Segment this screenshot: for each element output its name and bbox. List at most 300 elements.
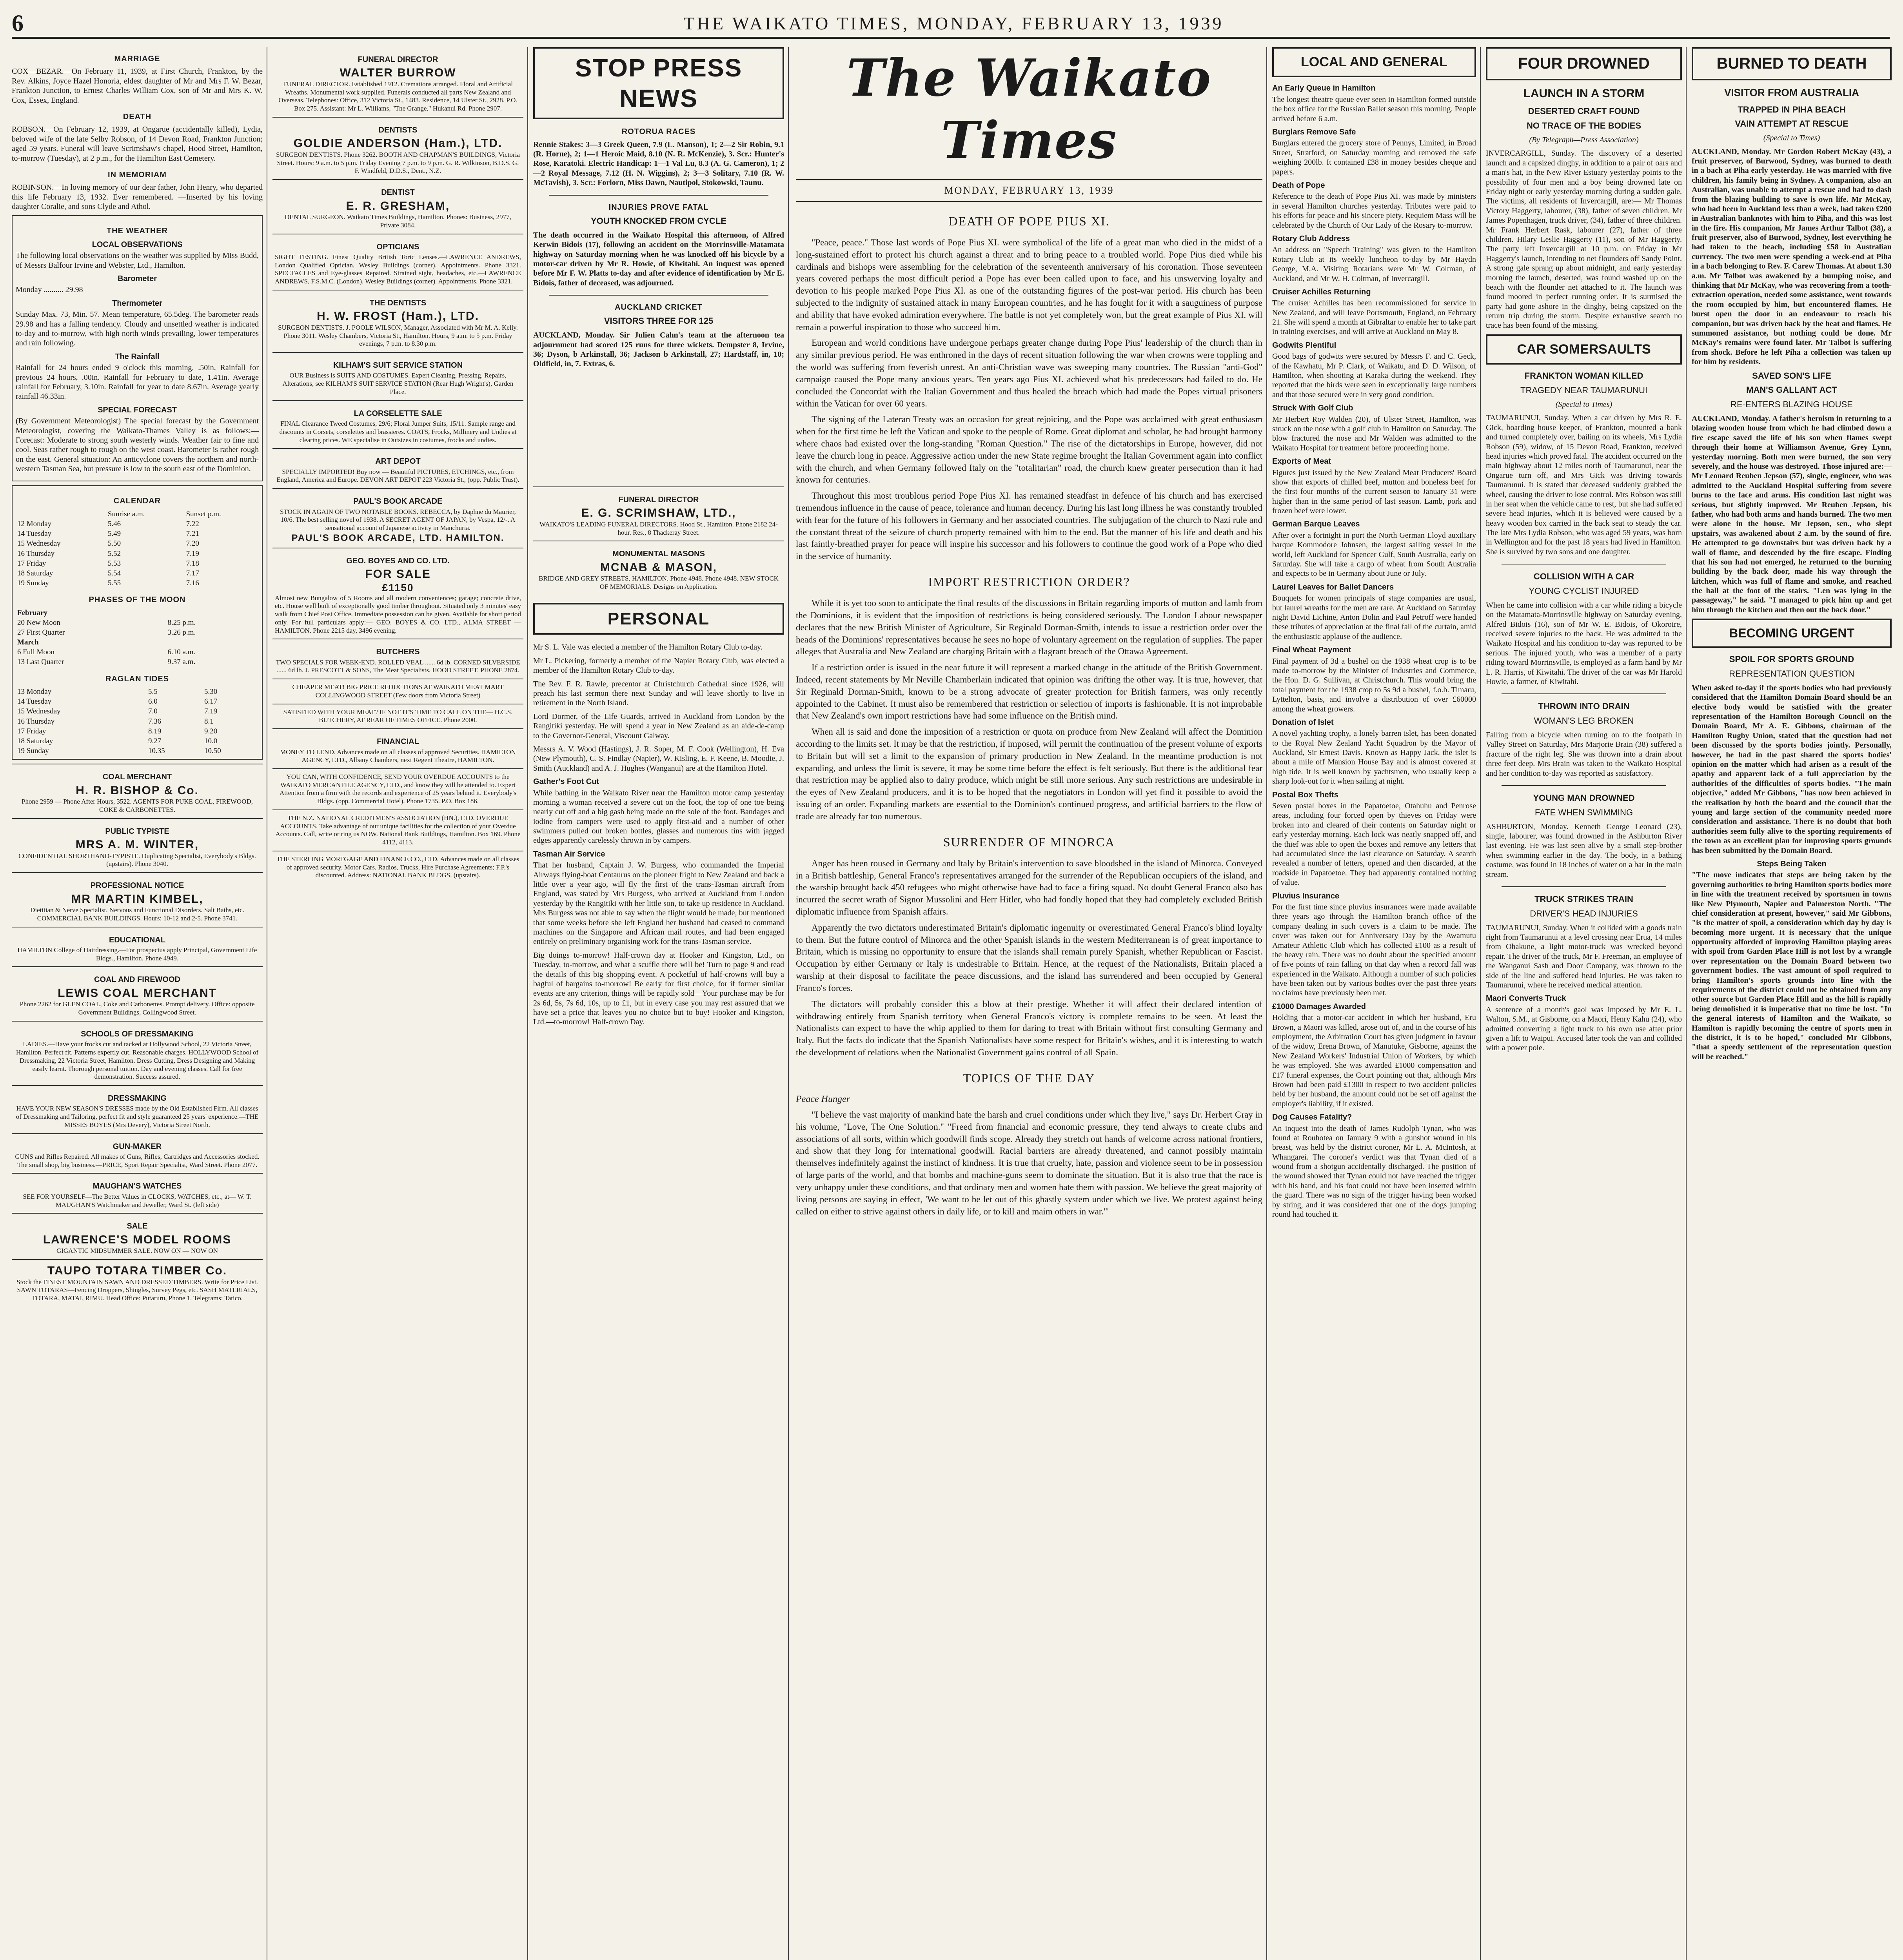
table-cell: 18 Saturday: [17, 569, 53, 577]
item-heading: Postal Box Thefts: [1272, 790, 1338, 799]
coal-merchant-heading: COAL MERCHANT: [102, 773, 172, 782]
table-row: [16, 628, 259, 637]
steps-sub: Steps Being Taken: [1757, 859, 1827, 868]
table-cell: March: [17, 638, 39, 647]
stop-press-heading: STOP PRESS NEWS: [533, 47, 784, 119]
rep-sub: REPRESENTATION QUESTION: [1729, 669, 1854, 679]
scrimshaw-name: E. G. SCRIMSHAW, LTD.,: [581, 506, 736, 520]
gunmaker-heading: GUN-MAKER: [113, 1142, 162, 1151]
coal-firewood-name: LEWIS COAL MERCHANT: [58, 986, 217, 1000]
table-cell: 7.0: [148, 707, 158, 716]
table-row: [16, 618, 259, 628]
table-cell: 7.21: [186, 530, 199, 538]
table-row: [16, 736, 259, 746]
column-rule: [788, 47, 789, 1960]
gunmaker-ad: [12, 1133, 263, 1173]
table-cell: 7.16: [186, 579, 199, 588]
nz-national-ad: [272, 809, 523, 851]
pauls-text: STOCK IN AGAIN OF TWO NOTABLE BOOKS. REBECCA, by Daphne du Maurier, 10/6. The best selling novel of 1938. A SECRET AGENT OF JAPAN, by Vespa, 12/-. A sensational account of Japanese activity in Manchuria.: [280, 508, 516, 532]
minorca-heading: SURRENDER OF MINORCA: [943, 835, 1115, 849]
fd2-heading: FUNERAL DIRECTOR: [618, 495, 699, 504]
column-7: [1692, 47, 1892, 1960]
import-para: While it is yet too soon to anticipate the final results of the discussions in Britain regarding imports of mutton and lamb from the Dominions, it is evident that the imposition of restrictions is being considered seriously. The London Labour newspaper declares that the new British Minister of Agriculture, Sir Reginald Dorman-Smith, intends to issue a restriction order over the heads of the Dominions' representatives because he sees no hope of voluntary agreement on the regulation of supplies. The paper alleges that Australia and New Zealand are charging Britain with a flagrant breach of the Ottawa Agreement.: [796, 598, 1262, 657]
butchers-ad: [272, 639, 523, 679]
item-text: For the first time since pluvius insurances were made available three years ago through the Hamilton branch office of the company dealing in such covers is a claim to be made. The cover was taken out for Anniversary Day by the Awamutu Amateur Athletic Club which has collected £100 as a result of the heavy rain. There was no doubt about the specified amount of five points of rain falling on that day when a record fall was experienced in the Waikato. Although a number of such policies have been taken out by various bodies over the past three years no claims have previously been met.: [1272, 902, 1476, 998]
cyclist-sub: YOUNG CYCLIST INJURED: [1529, 586, 1639, 596]
column-6: [1486, 47, 1682, 1960]
typiste-ad: [12, 818, 263, 872]
rainfall-text: Rainfall for 24 hours ended 9 o'clock this morning, .50in. Rainfall for previous 24 hours, .00in. Rainfall for February to date, 1.41in. Average rainfall for February, 3.10in. Rainfall for year to date 8.67in. Average yearly rainfall 46.33in.: [16, 363, 259, 401]
minorca-para: Apparently the two dictators underestimated Britain's diplomatic ingenuity or overestimated General Franco's blind loyalty to them. But the future control of Minorca and the other Spanish islands in the western Mediterranean is of great importance to Britain, which is missing no opportunity to ensure that the islands shall remain purely Spanish, whether Republican or Fascist. Occupation by either Germany or Italy is undesirable to Britain. Hence, at the request of the Nationalists, Britain placed a warship at their disposal to facilitate the peace discussions, and the island has surrendered and been occupied by General Franco's forces.: [796, 922, 1262, 993]
sale-heading: SALE: [127, 1222, 148, 1231]
sterling-ad: [272, 851, 523, 884]
local-general-heading: LOCAL AND GENERAL: [1272, 47, 1476, 77]
kilham-ad: [272, 352, 523, 400]
item-text: Mr Herbert Roy Walden (20), of Ulster Street, Hamilton, was struck on the nose with a golf club in Hamilton on Saturday. The blow fractured the nose and Mr Walden was admitted to the Waikato Hospital for treatment before proceeding home.: [1272, 415, 1476, 452]
item-text: After over a fortnight in port the North German Lloyd auxiliary barque Kommodore Johnsen, the largest sailing vessel in the world, left Auckland for Spencer Gulf, South Australia, early on Saturday. She will take a cargo of wheat from South Australia and expects to be in Germany about June or July.: [1272, 531, 1476, 578]
cricket-text: AUCKLAND, Monday. Sir Julien Cahn's team at the afternoon tea adjournment had scored 125 runs for three wickets. Dempster 8, Irvine, 36; Dyson, b Arkinstall, 36; Jackson b Arkinstall, 27; Hardstaff, in, 10; Oldfield, in, 7. Extras, 6.: [533, 331, 784, 368]
item-text: Final payment of 3d a bushel on the 1938 wheat crop is to be made to-morrow by the Minister of Industries and Commerce, the Hon. D. G. Sullivan, at Christchurch. This would bring the total payment for the 1938 crop to 5s 9d a bushel, f.o.b. Timaru, Lyttelton, basis, and involve a distribution of over £60000 among the wheat growers.: [1272, 657, 1476, 713]
item-heading: Burglars Remove Safe: [1272, 128, 1356, 137]
injuries-sub: YOUTH KNOCKED FROM CYCLE: [591, 216, 726, 226]
gunmaker-text: GUNS and Rifles Repaired. All makes of Guns, Rifles, Cartridges and Accessories stocked. The small shop, big business.—PRICE, Sport Repair Specialist, Ward Street. Phone 2077.: [15, 1152, 260, 1169]
table-row: [16, 559, 259, 568]
pope-heading: DEATH OF POPE PIUS XI.: [948, 214, 1110, 228]
boyes-title: FOR SALE: [365, 568, 431, 581]
weather-heading: THE WEATHER: [106, 227, 168, 236]
table-row: [16, 697, 259, 706]
typiste-heading: PUBLIC TYPISTE: [105, 827, 169, 836]
car-heading: CAR SOMERSAULTS: [1486, 334, 1682, 365]
sale-name: LAWRENCE'S MODEL ROOMS: [43, 1233, 232, 1246]
butchers-text: TWO SPECIALS FOR WEEK-END. ROLLED VEAL ...... 6d lb. CORNED SILVERSIDE ...... 6d lb. J. PRESCOTT & SONS, The Meat Specialists, HOOD STREET. PHONE 2874.: [276, 658, 520, 674]
forecast-heading: SPECIAL FORECAST: [98, 405, 177, 414]
special-times: (Special to Times): [1763, 134, 1820, 143]
item-heading: Dog Causes Fatality?: [1272, 1113, 1352, 1122]
sale-ad: [12, 1213, 263, 1259]
item-text: An address on "Speech Training" was given to the Hamilton Rotary Club at its weekly luncheon to-day by Mr Haydn George, M.A. Visiting Rotarians were Mr W. Coltman, of Auckland, and Mr W. H. Coltman, of Invercargill.: [1272, 245, 1476, 283]
gresham-ad: [272, 179, 523, 233]
table-cell: 8.1: [204, 717, 214, 726]
rainfall-heading: The Rainfall: [115, 352, 160, 361]
urgent-text: When asked to-day if the sports bodies who had previously considered that the Hamilton Domain Board should be an elective body would be satisfied with the greater representation of the Hamilton Borough Council on the Domain Board, Mr A. E. Gibbons, chairman of the Hamilton Rugby Union, stated that the question had not been discussed by the sports bodies jointly. Personally, however, he had in the past shared the sports bodies' opinion on the matter which had arisen as a result of the apathy and apparent lack of a full appreciation by the authorities of the difficulties of sports bodies. "The main objective," added Mr Gibbons, "has now been achieved in the realisation by both the board and the council that the young and large section of the community needed more consideration and assistance. There is no doubt that both authorities seem fully alive to the sporting requirements of the town as an excellent plan for improving sports grounds has been submitted by the Domain Board.: [1692, 683, 1892, 855]
masthead-spacer: [1884, 10, 1890, 37]
art-ad: [272, 448, 523, 488]
leg-sub: WOMAN'S LEG BROKEN: [1534, 716, 1634, 726]
goldie-name: GOLDIE ANDERSON (Ham.), LTD.: [293, 137, 503, 150]
taupo-text: Stock the FINEST MOUNTAIN SAWN AND DRESSED TIMBERS. Write for Price List. SAWN TOTARAS—Fencing Droppers, Shingles, Survey Pegs, etc. SASH MATERIALS, TOTARA, MATAI, RIMU. Head Office: Putaruru, Phone 1. Telegrams: Tatico.: [16, 1278, 258, 1302]
personal-para: Messrs A. V. Wood (Hastings), J. R. Soper, M. F. Cook (Wellington), H. Eva (New Plymouth), C. S. Findlay (Napier), W. Kisling, E. F. Keene, B. Moodie, J. Smith (Auckland) and A. J. Hughes (Wanganui) are at the Hamilton Hotel.: [533, 744, 784, 773]
item-text: Holding that a motor-car accident in which her husband, Eru Brown, a Maori was killed, arose out of, and in the course of his employment, the Arbitration Court has given judgment in favour of the widow, Erena Brown, of Manutuke, Gisborne, against the New Zealand Workers' Industrial Union of Workers, by which he was employed. She was awarded £1000 compensation and £17 funeral expenses, the Court pointing out that, although Mrs Brown had been paid £1300 in respect to two accident policies held by her husband, the amount could not be set off against the employer's liability, if it existed.: [1272, 1013, 1476, 1108]
calendar-heading: CALENDAR: [113, 497, 161, 506]
editorial-dateline: MONDAY, FEBRUARY 13, 1939: [796, 179, 1262, 202]
table-cell: 7.18: [186, 559, 199, 568]
table-cell: 15 Wednesday: [17, 707, 61, 716]
tragedy-sub: TRAGEDY NEAR TAUMARUNUI: [1520, 385, 1647, 396]
calendar-box: [12, 485, 263, 760]
dressmaking-text: HAVE YOUR NEW SEASON'S DRESSES made by the Old Established Firm. All classes of Dressmaking and Tailoring, perfect fit and style guaranteed 25 years' experience.—THE MISSES BOYES (Mrs Devery), Victoria Street North.: [16, 1105, 259, 1129]
table-cell: 7.19: [204, 707, 218, 716]
monumental-heading: MONUMENTAL MASONS: [612, 550, 705, 559]
table-row: [16, 519, 259, 529]
sterling-text: THE STERLING MORTGAGE AND FINANCE CO., LTD. Advances made on all classes of approved security. Motor Cars, Radios, Trucks, Hire Purchase Agreements; F.P.'s discounted. Address: NATIONAL BANK BLDGS. (upstairs).: [276, 855, 519, 879]
divider: [549, 295, 768, 296]
pauls-ad: [272, 488, 523, 548]
professional-text: Dietitian & Nerve Specialist. Nervous and Functional Disorders. Salt Baths, etc. COMMERCIAL BANK BUILDINGS. Hours: 10-12 and 2-5. Phone 3741.: [30, 906, 244, 922]
boyes-heading: GEO. BOYES AND CO. LTD.: [346, 556, 450, 565]
press-assoc: (By Telegraph—Press Association): [1529, 136, 1639, 145]
memoriam-heading: IN MEMORIAM: [108, 170, 167, 179]
art-text: SPECIALLY IMPORTED! Buy now — Beautiful PICTURES, ETCHINGS, etc., from England, America and Europe. DEVON ART DEPOT 223 Victoria St., (opp. Public Trust).: [276, 468, 519, 484]
table-row: [16, 717, 259, 726]
educational-heading: EDUCATIONAL: [109, 935, 166, 944]
taupo-name: TAUPO TOTARA TIMBER Co.: [47, 1264, 227, 1277]
table-cell: 8.19: [148, 727, 162, 735]
pope-para: European and world conditions have undergone perhaps greater change during Pope Pius' leadership of the church than in any similar previous period. He was enthroned in the days of recent situation following the war when crowns were toppling and the world was suffering from feverish unrest. An anti-Christian wave was sweeping many countries. The Russian "anti-God" campaign caused the Pope many anxious years. Ten years ago Pius XI. achieved what his predecessors had failed to do. He concluded the Concordat with the Italian Government and thus healed the breach which had made the Popes virtual prisoners within the Vatican for over 60 years.: [796, 338, 1262, 408]
typiste-text: CONFIDENTIAL SHORTHAND-TYPISTE. Duplicating Specialist, Everybody's Bldgs. (upstairs). Phone 3040.: [18, 852, 256, 868]
item-heading: Donation of Islet: [1272, 718, 1334, 727]
column-5: [1272, 47, 1476, 1960]
table-cell: 17 Friday: [17, 727, 46, 735]
table-row: [16, 706, 259, 716]
forecast-text: (By Government Meteorologist) The special forecast by the Government Meteorologist, covering the Waikato-Thames Valley is as follows:— Forecast: Moderate to strong south westerly winds. Weather fair to fine and cool. Seas rather rough to rough on the west coast. Barometer is rather rough on the east. General situation: An anticyclone covers the northern and north-western Tasman Sea, but pressure is low to the south east of the Dominion.: [16, 417, 259, 474]
thrown-heading: THROWN INTO DRAIN: [1538, 701, 1630, 711]
table-cell: 14 Tuesday: [17, 697, 52, 706]
deserted-sub: DESERTED CRAFT FOUND: [1528, 106, 1640, 116]
gather-heading: Gather's Foot Cut: [533, 777, 599, 786]
table-cell: 17 Friday: [17, 559, 46, 568]
four-drowned-heading: FOUR DROWNED: [1486, 47, 1682, 80]
cheaper-text: CHEAPER MEAT! BIG PRICE REDUCTIONS AT WAIKATO MEAT MART COLLINGWOOD STREET (Few doors from Victoria Street): [292, 683, 504, 699]
item-text: Seven postal boxes in the Papatoetoe, Otahuhu and Penrose areas, including four forced open by thieves on Friday were broken into and cleared of their contents on Saturday night or early yesterday morning. Each lock was neatly snapped off, and the thief was able to open the boxes and remove any letters that had accumulated since the last clearance on Saturday. A search revealed a number of letters, opened and then discarded, at the roadside in Papatoetoe. They had apparently contained nothing of value.: [1272, 802, 1476, 887]
item-heading: German Barque Leaves: [1272, 520, 1360, 529]
burned-text: AUCKLAND, Monday. Mr Gordon Robert McKay (43), a fruit preserver, of Burwood, Sydney, was burned to death in a bach at Piha early yesterday. He was married with five children, his family being in Sydney. A companion, also an Australian, was unable to attempt a rescue and had to dash from the blazing building to save is own life. Mr McKay, who had been in Auckland less than a week, had taken £200 in Australian banknotes with him to Piha, and this was lost in the fire. His companion, Mr James Arthur Talbot (38), a fruit preserver, also of Burwood, Sydney, lost everything he had taken to the beach, including £58 in Australian currency. The two men were spending a week-end at Piha in a bach belonging to Rev. F. Carew Thomas. At about 1.30 a.m. Mr Talbot was awakened by a bumping noise, and thinking that Mr McKay, who was recovering from a tooth-extraction operation, needed some assistance, went towards the room occupied by him, but encountered flames. He burst open the door in an endeavour to reach his companion, but was driven back by the heat and flames. He summoned assistance, but nothing could be done. Mr McKay's remains were found later. Mr Talbot is suffering from shock. Before he left Piha a collection was taken up for him by residents.: [1692, 147, 1892, 367]
table-row: [16, 657, 259, 667]
item-text: Bouquets for women principals of stage companies are usual, but laurel wreaths for the men are rare. At Auckland on Saturday night David Lichine, Anton Dolin and Paul Petroff were handed these tributes of appreciation at the final fall of the curtain, amid the enthusiastic applause of the audience.: [1272, 594, 1476, 641]
funeral-ad: [272, 47, 523, 117]
table-cell: 10.0: [204, 737, 218, 745]
marriage-heading: MARRIAGE: [114, 54, 160, 63]
table-header-cell: [16, 509, 106, 519]
page-number: 6: [12, 10, 24, 36]
item-heading: Godwits Plentiful: [1272, 341, 1336, 350]
personal-para: Mr L. Pickering, formerly a member of the Napier Rotary Club, was elected a member of the Hamilton Rotary Club to-day.: [533, 656, 784, 675]
coal-firewood-ad: [12, 966, 263, 1020]
table-cell: 9.37 a.m.: [167, 658, 196, 666]
nz-national-text: THE N.Z. NATIONAL CREDITMEN'S ASSOCIATION (HN.), LTD. OVERDUE ACCOUNTS. Take advantage of our unique facilities for the collection of your Overdue Accounts. Call, write or ring us NOW. National Bank Buildings, Hamilton. Box 169. Phone 4112, 4113.: [275, 814, 521, 846]
dressmaking-ad: [12, 1085, 263, 1133]
cricket-sub: VISITORS THREE FOR 125: [604, 316, 714, 326]
visitor-sub: VISITOR FROM AUSTRALIA: [1724, 86, 1859, 98]
table-cell: 27 First Quarter: [17, 628, 65, 637]
death-heading: DEATH: [123, 112, 152, 121]
young-text: ASHBURTON, Monday. Kenneth George Leonard (23), single, labourer, was found drowned in the Ashburton River last evening. He was last seen alive by a small step-brother when swimming earlier in the day. The body, in a bathing costume, was found in 18 inches of water on a bar in the main stream.: [1486, 822, 1682, 879]
special-times: (Special to Times): [1555, 400, 1612, 409]
thermometer-text: Sunday Max. 73, Min. 57. Mean temperature, 65.5deg. The barometer reads 29.98 and has a falling tendency. Cloudy and unsettled weather is indicated to-day and to-morrow, with high north winds prevailing, lower temperatures and rain following.: [16, 310, 259, 348]
masthead-flag: The Waikato Times: [846, 48, 1212, 170]
item-heading: Pluvius Insurance: [1272, 891, 1340, 900]
column-rule: [527, 47, 528, 1960]
table-cell: 6 Full Moon: [17, 648, 55, 657]
maughan-text: SEE FOR YOURSELF—The Better Values in CLOCKS, WATCHES, etc., at— W. T. MAUGHAN'S Watchmaker and Jeweller, Ward St. (left side): [23, 1192, 252, 1209]
hcs-ad: [272, 704, 523, 728]
item-heading: Struck With Golf Club: [1272, 404, 1353, 413]
item-text: Figures just issued by the New Zealand Meat Producers' Board show that exports of chilled beef, mutton and boneless beef for the first four months of the current season to January 31 were higher than in the same period of last season. Lamb, pork and frozen beef were lower.: [1272, 468, 1476, 515]
boyes-text: Almost new Bungalow of 5 Rooms and all modern conveniences; garage; concrete drive, etc. House well built of exceptionally good timber throughout. Situated only 3 minutes' easy walk from Chief Post Office. Immediate possession can be given. Available for short period only. For full particulars apply:— GEO. BOYES & CO. LTD., ALMA STREET — HAMILTON. Phone 2215 day, 3496 evening.: [275, 594, 521, 634]
thrown-text: Falling from a bicycle when turning on to the footpath in Valley Street on Saturday, Mrs Marjorie Brain (38) suffered a fracture of the right leg. She was thrown into a drain about three feet deep. Mrs Brain was taken to the Waikato Hospital and her condition to-day was reported as satisfactory.: [1486, 731, 1682, 778]
marriage-notice: COX—BEZAR.—On February 11, 1939, at First Church, Frankton, by the Rev. Alkins, Joyce Hazel Honoria, eldest daughter of Mr and Mrs F. W. Bezar, Frankton Junction, to Ernest Charles William Cox, son of Mr and Mrs K. W. Cox, Essex, England.: [12, 67, 263, 105]
maughan-heading: MAUGHAN'S WATCHES: [93, 1182, 182, 1191]
table-row: [16, 529, 259, 539]
table-cell: 5.46: [107, 520, 121, 528]
dressmaking-school-ad: [12, 1021, 263, 1085]
table-cell: 14 Tuesday: [17, 530, 52, 538]
pauls-name: PAUL'S BOOK ARCADE, LTD. HAMILTON.: [291, 532, 505, 543]
sale-text: GIGANTIC MIDSUMMER SALE. NOW ON — NOW ON: [56, 1247, 218, 1255]
professional-name: MR MARTIN KIMBEL,: [71, 892, 203, 906]
butchers-heading: BUTCHERS: [376, 648, 420, 657]
thermometer-label: Thermometer: [112, 299, 162, 308]
frost-name: H. W. FROST (Ham.), LTD.: [316, 310, 479, 323]
table-cell: 16 Thursday: [17, 549, 55, 558]
pope-para: Throughout this most troublous period Pope Pius XI. has remained steadfast in defence of his church and has exercised tremendous influence in the cause of peace, tolerance and human decency. During his last long illness he was constantly troubled with fear for the future of his followers in Germany and her associated countries. The subjugation of the church to Nazi rule and the constant threat of the seizure of church property remained with him to the end. But the manner of his life and death and his last faintly-breathed prayer for peace will inspire his successor and his followers to continue the good work of a Pope who died in the service of humanity.: [796, 491, 1262, 561]
divider: [1502, 693, 1666, 694]
no-trace-sub: NO TRACE OF THE BODIES: [1526, 121, 1642, 131]
table-cell: 18 Saturday: [17, 737, 53, 745]
item-text: Good bags of godwits were secured by Messrs F. and C. Geck, of the Kawhatu, Mr P. Clark, of Waikatu, and D. D. Wilson, of Hamilton, when shooting at Karaka during the weekend. They reported that the birds were seen in exceptionally large numbers and that those secured were in very good condition.: [1272, 352, 1476, 399]
pope-para: The signing of the Lateran Treaty was an occasion for great rejoicing, and the Pope was acclaimed with great enthusiasm when for the first time he left the Vatican and spoke to the people of Rome. Great diplomat and scholar, he had brought harmony where chaos had existed over the long-standing "Roman Question." The rise of the dictatorships in Europe, however, did not leave the church long in peace. Aggressive action under the new State regime brought the Italian Government again into conflict with the church, and when Germany followed Italy on the "totalitarian" road, the church knew greater persecution than it had known for centuries.: [796, 414, 1262, 485]
column-1: [12, 47, 263, 1960]
collision-heading: COLLISION WITH A CAR: [1533, 572, 1634, 582]
table-cell: 8.25 p.m.: [167, 618, 196, 627]
table-cell: 19 Sunday: [17, 747, 49, 755]
table-cell: 6.10 a.m.: [167, 648, 196, 657]
table-cell: 5.30: [204, 688, 218, 696]
personal-para: Mr S. L. Vale was elected a member of the Hamilton Rotary Club to-day.: [533, 643, 763, 652]
taupo-ad: [12, 1259, 263, 1307]
coal-merchant-name: H. R. BISHOP & Co.: [76, 784, 199, 797]
funeral-name: WALTER BURROW: [340, 66, 456, 80]
divider: [1502, 785, 1666, 786]
pope-para: "Peace, peace." Those last words of Pope Pius XI. were symbolical of the life of a great man who died in the midst of a long-sustained effort to protect his church against a threat and to bring peace to a troubled world. Pope Pius died while his cardinals and bishops were assembling for the celebration of the seventeenth anniversary of his coronation. Those seventeen years covered perhaps the most difficult period a Pope has ever been called upon to face, and his unswerving loyalty and devotion to his people marked Pope Pius XI. as one of the outstanding figures of the post-war period. His church has been subjected to the indignity of sustained attack in many European countries, and he has fought for it with a sauguiness of purpose and ability that have evoked admiration everywhere. The battle is not yet completely won, but the great example of Pius XI. will remain a powerful inspiration to those who succeed him.: [796, 237, 1262, 332]
the-dentists-heading: THE DENTISTS: [369, 298, 427, 307]
column-2: [272, 47, 523, 1960]
typiste-name: MRS A. M. WINTER,: [75, 838, 199, 851]
divider: [549, 195, 768, 196]
steps-text: "The move indicates that steps are being taken by the governing authorities to bring Hamilton sports bodies more in line with the treatment received by sportsmen in towns like New Plymouth, Napier and Palmerston North. "The chief consideration at present, however," said Mr Gibbons, "is the matter of spoil, a consideration which day by day is becoming more urgent. It is necessary that the unique opportunity afforded of improving Hamilton playing areas with spoil from Garden Place Hill is not lost by a wrangle over representation on the Domain Board between two government bodies. The vast amount of spoil required to bring Hamilton's sports grounds into line with the requirements of the district could not be obtained from any other source but Garden Place Hill and as the hill is rapidly being demolished it is imperative that no time be lost. "In the general interests of Hamilton and the Waikato, so Hamilton is rapidly becoming the centre of sports men in the district, it is to be hoped," concluded Mr Gibbons, "that a speedy settlement of the representation question will be reached.": [1692, 871, 1892, 1061]
item-heading: Death of Pope: [1272, 181, 1325, 190]
reenters-sub: RE-ENTERS BLAZING HOUSE: [1730, 399, 1853, 410]
calendar-table: [16, 509, 259, 588]
table-header-cell: Sunrise a.m.: [107, 510, 145, 518]
coal-merchant-text: Phone 2959 — Phone After Hours, 3522. AGENTS FOR PUKE COAL, FIREWOOD, COKE & CARBONETTES.: [22, 798, 253, 813]
mcnab-ad: [533, 541, 784, 595]
boyes-price: £1150: [382, 581, 414, 593]
table-row: [16, 637, 259, 647]
drowned-text: INVERCARGILL, Sunday. The discovery of a deserted launch and a capsized dinghy, in addition to a pair of oars and a man's hat, in the New River Estuary yesterday points to the possibility of four men and a boy being drowned late on Friday night or early yesterday morning during a sudden gale. The victims, all residents of Invercargill, are:— Mr Thomas Victory Haggerty, labourer, (38), father of seven children. Mr James Popenhagen, truck driver, (34), father of three children. Mr Frank Herbert Rask, labourer (27), father of three children. Hilary Leslie Haggerty (11), son of Mr Haggerty. The party left Invercargill at 10 p.m. on Friday in Mr Haggerty's launch, intending to net flounders off Sandy Point. A strong gale sprang up about midnight, and early yesterday morning the launch, deserted, was found washed up on the beach with the flounder net attached to it. The launch was found moored in perfect running order. It is surmised the party had gone ashore in the dinghy, being capsized on the return trip during the storm. Despite exhaustive search no trace has been found of the missing.: [1486, 149, 1682, 330]
personal-para: Lord Dormer, of the Life Guards, arrived in Auckland from London by the Rangitiki yesterday. He will spend a year in New Zealand as an aide-de-camp to the Governor-General, Viscount Galway.: [533, 712, 784, 740]
table-cell: 7.20: [186, 539, 199, 548]
table-cell: 9.20: [204, 727, 218, 735]
table-row: [16, 549, 259, 559]
financial-ad: [272, 728, 523, 768]
table-row: [16, 539, 259, 548]
topics-heading: TOPICS OF THE DAY: [963, 1071, 1095, 1085]
frankton-sub: FRANKTON WOMAN KILLED: [1524, 371, 1643, 381]
burned-heading: BURNED TO DEATH: [1692, 47, 1892, 80]
urgent-heading: BECOMING URGENT: [1692, 619, 1892, 648]
minorca-para: The dictators will probably consider this a blow at their prestige. Whether it will affect their declared intention of withdrawing entirely from Spanish territory when General Franco's victory is complete remains to be seen. At least the Nationalists can expect to have the whip applied to them for daring to treat with Britain without first consulting Germany and Italy. But the facts do indicate that the Spanish Nationalists have some respect for Britain's wishes, and it is interesting to watch the development of relations when the Nationalist Government gains control of all Spain.: [796, 999, 1262, 1057]
financial-heading: FINANCIAL: [377, 737, 419, 746]
table-cell: 5.49: [107, 530, 121, 538]
kilham-text: OUR Business is SUITS AND COSTUMES. Expert Cleaning, Pressing, Repairs, Alterations, see KILHAM'S SUIT SERVICE STATION (Rear Hugh Wright's), Garden Place.: [282, 372, 514, 396]
tasman-heading: Tasman Air Service: [533, 849, 605, 858]
collision-text: When he came into collision with a car while riding a bicycle on the Matamata-Morrinsville highway on Saturday evening, Alfred Bidois (16), son of Mr W. E. Bidois, of Okoroire, received severe injuries to the back. He was admitted to the Waikato Hospital and his condition to-day was reported to be serious. The injured youth, who was a member of a party riding toward Morrinsville, is employed as a farm hand by Mr L. R. Harris, of Kiwitahi. The driver of the car was Mr Harold Howie, a farmer, of Kiwitahi.: [1486, 601, 1682, 686]
gresham-text: DENTAL SURGEON. Waikato Times Buildings, Hamilton. Phones: Business, 2977, Private 3084.: [285, 213, 511, 229]
table-cell: 9.27: [148, 737, 162, 745]
table-cell: 5.53: [107, 559, 121, 568]
gresham-name: E. R. GRESHAM,: [346, 199, 450, 212]
item-heading: £1000 Damages Awarded: [1272, 1002, 1366, 1011]
table-row: [16, 568, 259, 578]
weather-box: [12, 215, 263, 481]
table-cell: 13 Last Quarter: [17, 658, 64, 666]
topics-para: "I believe the vast majority of mankind hate the harsh and cruel conditions under which they live," says Dr. Herbert Gray in his volume, "Love, The One Solution." "Freed from financial and economic pressure, they tend always to create clubs and associations of all sorts, within which goodwill finds scope. Already they stretch out hands of welcome across national frontiers, and show that they long for international goodwill. Racial barriers are already threatened, and cannot possibly maintain themselves indefinitely against the instinct of kindness. It is true that cruelty, hate, passion and violence seem to be in possession of large parts of the world, and that bombs and machine-guns seem to dominate the situation. But it is also true that the race is very unhappy under these conditions, and that ordinary men and women hate them with passion. We believe the great majority of living persons are saying in effect, 'We want to be let out of this ghastly system under which we live. We protest against being called on either to strive against others in daily life, or to kill and maim others in war.'": [796, 1110, 1262, 1216]
table-cell: [166, 608, 259, 618]
dressmaking-school-text: LADIES.—Have your frocks cut and tacked at Hollywood School, 22 Victoria Street, Hamilton. Perfect fit. Patterns expertly cut. Reasonable charges. HOLLYWOOD School of Dressmaking, 22 Victoria Street, Hamilton. Dress Cutting, Dress Designing and Making easily learnt. Thorough personal tuition. Day and evening classes. Call for free demonstration. Success assured.: [16, 1040, 259, 1081]
fate-sub: FATE WHEN SWIMMING: [1534, 807, 1633, 817]
import-para: When all is said and done the imposition of a restriction or quota on produce from New Zealand will affect the Dominion according to the limits set. It may be that the restriction, if imposed, will permit the continuation of the present volume of exports to Britain but will set a limit to the expansion of primary production in New Zealand. In the meantime production is not expanding, and unless the limit is severe, it may be some time before the effect is felt seriously. But there is the additional fear that restriction may be applied also to dairy produce, which might be still more serious. Any such restrictions are undesirable in the eyes of New Zealand producers, and it is to be hoped that the negotiators in London will yet find it possible to avoid the issuing of an order. Expanding markets are essential to the Dominion's continued progress, and artificial barriers to the flow of trade are already far too numerous.: [796, 727, 1262, 821]
cricket-heading: AUCKLAND CRICKET: [615, 303, 703, 312]
car-text: TAUMARUNUI, Sunday. When a car driven by Mrs R. E. Gick, boarding house keeper, of Frankton, mounted a bank and turned completely over, bailing on its wheels, Mrs Lydia Robson (59), widow, of 15 Devon Road, Frankton, received head injuries which proved fatal. The accident occurred on the main highway about 12 miles north of Taumarunui, near the Ongarue turn off, and Mrs Gick was driving towards Taumarunui. It is stated that deceased suddenly grabbed the wheel, causing the driver to lose control. Mrs Robson was still in her seat when the vehicle came to rest, but she had suffered severe head injuries, which it is believed were caused by a heavy wooden box carried in the back seat to steady the car. The late Mrs Lydia Robson, who was aged 59 years, was born in Wellington and for the past 18 years had lived in Hamilton. She is survived by two sons and one daughter.: [1486, 414, 1682, 556]
item-text: The cruiser Achilles has been recommissioned for service in New Zealand, and will leave Portsmouth, England, on February 21. She will spend a month at Gibraltar to enable her to take part in training exercises, and will arrive at Auckland on May 8.: [1272, 299, 1476, 336]
column-3: [533, 47, 784, 1960]
table-row: [16, 746, 259, 756]
item-text: An inquest into the death of James Rudolph Tynan, who was found at Rouhotea on January 9 with a gunshot wound in his breast, was held by the district coroner, Mr L. A. McIntosh, at Whangarei. The coroner's verdict was that Tynan died of a wound from a shotgun accidentally discharged. The position of the wound showed that Tynan could not have reached the trigger with his hand, and his foot could not have been inserted within the guard. There was no sign of the trigger having been worked by string, and it was considered that one of the dogs jumping round had touched it.: [1272, 1124, 1476, 1219]
table-cell: 7.19: [186, 549, 199, 558]
table-cell: 13 Monday: [17, 688, 52, 696]
overdue-text: YOU CAN, WITH CONFIDENCE, SEND YOUR OVERDUE ACCOUNTS to the WAIKATO MERCANTILE AGENCY, LTD., and know they will be attended to. Expert Attention from a firm with the records and experience of 25 years behind it. Everybody's Bldgs. (opp. Commercial Hotel). Phone 1735. P.O. Box 186.: [279, 773, 516, 805]
table-cell: 19 Sunday: [17, 579, 49, 588]
opticians-ad: [272, 234, 523, 290]
minorca-para: Anger has been roused in Germany and Italy by Britain's intervention to save bloodshed in the island of Minorca. Conveyed in a British battleship, General Franco's representatives arranged for the surrender of the Republican occupiers of the island, and the warship brought back 450 refugees who might otherwise have had to face a firing squad. No doubt General Franco also has incurred the secret wrath of Signor Mussolini and Herr Hitler, who had fondly hoped that they had completely excluded British diplomatic influence from Spanish affairs.: [796, 858, 1262, 916]
dentist-heading: DENTIST: [381, 188, 415, 197]
moon-table: [16, 608, 259, 667]
item-heading: Final Wheat Payment: [1272, 646, 1351, 655]
table-row: [16, 578, 259, 588]
personal-para: The Rev. F. R. Rawle, precentor at Christchurch Cathedral since 1926, will preach his last sermon there next Sunday and will leave shortly to live in retirement in the North Island.: [533, 679, 784, 708]
table-cell: 5.54: [107, 569, 121, 577]
funeral-text: FUNERAL DIRECTOR. Established 1912. Cremations arranged. Floral and Artificial Wreaths. Monumental work supplied. Funerals conducted all parts New Zealand and Overseas. Telephones: Office, 312 Victoria St., 1483. Residence, 14 Ulster St., 2928. P.O. Box 275. Assistant: Mr L. Williams, "The Grange," Hukanui Rd. Phone 2907.: [278, 80, 518, 113]
dressmaking-heading: DRESSMAKING: [107, 1094, 167, 1103]
personal-heading: PERSONAL: [533, 603, 784, 635]
financial-text: MONEY TO LEND. Advances made on all classes of approved Securities. HAMILTON AGENCY, LTD., Albany Chambers, next Regent Theatre, HAMILTON.: [280, 748, 516, 764]
moon-heading: PHASES OF THE MOON: [89, 595, 186, 604]
vain-sub: VAIN ATTEMPT AT RESCUE: [1735, 119, 1849, 129]
goldie-text: SURGEON DENTISTS. Phone 3262. BOOTH AND CHAPMAN'S BUILDINGS, Victoria Street. Hours: 9 a.m. to 5 p.m. Friday Evening 7 p.m. to 9 p.m. G. R. Wilkinson, B.D.S. G. F. Windfeld, D.D.S., Dent., N.Z.: [276, 151, 520, 175]
import-para: If a restriction order is issued in the near future it will represent a marked change in the attitude of the British Government. Indeed, recent statements by Mr Neville Chamberlain indicated that opinion was drifting the other way. It is true, however, that Sir Reginald Dorman-Smith, known to be a strong advocate of greater protection for British farmers, was only recently appointed to the Cabinet. It must also be remembered that restriction or selection of imports is fashionable. It is not improbable that New Zealand's own import restrictions have had some influence on the British mind.: [796, 662, 1262, 721]
maughan-ad: [12, 1173, 263, 1213]
funeral-heading: FUNERAL DIRECTOR: [358, 55, 438, 64]
column-rule: [1266, 47, 1267, 1960]
table-row: [16, 647, 259, 657]
table-cell: 10.35: [148, 747, 165, 755]
pauls-heading: PAUL'S BOOK ARCADE: [353, 497, 443, 506]
educational-ad: [12, 927, 263, 967]
rotorua-text: Rennie Stakes: 3—3 Greek Queen, 7.9 (L. Manson), 1; 2—2 Sir Robin, 9.1 (R. Horne), 2; 1—1 Heroic Maid, 8.10 (N. R. McKenzie), 3. Scr.: Hunter's Rose, Karatoki. Electric Handicap: 1—1 Val Lu, 8.3 (A. G. Cameron), 1; 2—2 Royal Message, 7.12 (H. N. Wiggins), 2; 3—3 Solitary, 7.10 (R. W. McTavish), 3. Scr.: Forlorn, Miss Dawn, Nautipol, Stokowski, Taunu.: [533, 140, 784, 187]
item-text: A novel yachting trophy, a lonely barren islet, has been donated to the Royal New Zealand Yacht Squadron by the Mayor of Auckland, Sir Ernest Davis. Known as Happy Jack, the islet is about a mile off Mansion House Bay and is almost covered at high tide. It is well known by yachtsmen, who usually keep a sharp look-out for it when sailing at night.: [1272, 729, 1476, 786]
coal-firewood-heading: COAL AND FIREWOOD: [94, 975, 180, 984]
dressmaking-school-heading: SCHOOLS OF DRESSMAKING: [81, 1029, 194, 1038]
item-heading: Cruiser Achilles Returning: [1272, 287, 1371, 296]
goldie-ad: [272, 117, 523, 179]
table-cell: 12 Monday: [17, 520, 52, 528]
truck-heading: TRUCK STRIKES TRAIN: [1534, 894, 1633, 904]
table-cell: 5.5: [148, 688, 158, 696]
table-cell: 15 Wednesday: [17, 539, 61, 548]
local-obs-heading: LOCAL OBSERVATIONS: [92, 240, 183, 249]
injuries-heading: INJURIES PROVE FATAL: [608, 203, 709, 212]
table-cell: 6.0: [148, 697, 158, 706]
kilham-heading: KILHAM'S SUIT SERVICE STATION: [333, 361, 463, 370]
table-cell: 7.17: [186, 569, 199, 577]
rotorua-heading: ROTORUA RACES: [621, 127, 696, 136]
table-cell: 6.17: [204, 697, 218, 706]
coal-merchant-ad: [12, 764, 263, 818]
item-heading: Rotary Club Address: [1272, 234, 1350, 243]
scrimshaw-text: WAIKATO'S LEADING FUNERAL DIRECTORS. Hood St., Hamilton. Phone 2182 24-hour. Res., 8 Thackeray Street.: [539, 520, 778, 536]
maori-heading: Maori Converts Truck: [1486, 994, 1566, 1003]
gallant-sub: MAN'S GALLANT ACT: [1746, 385, 1837, 395]
table-cell: 5.50: [107, 539, 121, 548]
tasman-text: That her husband, Captain J. W. Burgess, who commanded the Imperial Airways flying-boat Centaurus on the pioneer flight to New Zealand and back a little over a year ago, will fly the first of the trans-Tasman aircraft from England, was stated by Mrs Burgess, who arrived at Auckland from London yesterday by the Rangitiki with her little son, to take up residence in Auckland. Mrs Burgess was not able to say when the flight would be made, but mentioned that some weeks before she left England her husband had ceased to command machines on the Singapore and African mail routes, and had been engaged entirely on preliminary organising work for the trans-Tasman service.: [533, 861, 784, 946]
table-cell: February: [17, 608, 48, 617]
table-row: [16, 687, 259, 697]
table-cell: [166, 637, 259, 647]
coal-firewood-text: Phone 2262 for GLEN COAL, Coke and Carbonettes. Prompt delivery. Office: opposite Government Buildings, Collingwood Street.: [20, 1000, 255, 1016]
item-heading: Laurel Leaves for Ballet Dancers: [1272, 583, 1394, 592]
gather-text: While bathing in the Waikato River near the Hamilton motor camp yesterday morning a woman received a severe cut on the foot, the top of one toe being nearly cut off and a big gash being made on the sole of the foot. Bandages and iodine from campers were used to apply first-aid and a number of other swimmers pulled out broken bottles, glasses and numerous tins with jagged edges apparently carelessly thrown in by campers.: [533, 788, 784, 845]
opticians-text: SIGHT TESTING. Finest Quality British Toric Lenses.—LAWRENCE ANDREWS, London Qualified Optician, Wesley Buildings (corner). Appointments. Phone 3321. SPECTACLES and Eye-glasses Repaired. Strained sight, headaches, etc.—LAWRENCE ANDREWS, F.S.M.C. (London), Wesley Buildings (corner). Appointments. Phone 3321.: [275, 253, 521, 285]
saved-text: AUCKLAND, Monday. A father's heroism in returning to a blazing wooden house from which he had climbed down a fire escape saved the life of his son when flames swept through their home at Williamson Avenue, Grey Lynn, yesterday morning. Both men were burned, the son very severely, and the house was destroyed. Those injured are:— Mr Leonard Reuben Jepson (57), single, engineer, who was admitted to the Auckland Hospital suffering from severe burns to the face and arms. His condition last night was serious, but slightly improved. Mr Reuben Jepson, his father, who had both arms and hands burned. The two men were alone in the house. Mr Jepson, sen., who slept upstairs, was awakened about 2 a.m. by the sound of fire. He attempted to go downstairs but was driven back by a wall of flame, and descended by the fire escape. Finding that his son had not emerged, he returned to the burning building by the back door, made his way through the kitchen, which was full of flame and smoke, and reached the hall at the foot of the stairs. "Len was lying in the passageway," he said. "I managed to pick him up and get him through the kitchen and then out the back door.": [1692, 414, 1892, 614]
boyes-ad: [272, 548, 523, 639]
injuries-text: The death occurred in the Waikato Hospital this afternoon, of Alfred Kerwin Bidois (17), following an accident on the Morrinsville-Matamata highway on Saturday morning when he was knocked off his bicycle by a motor-car driven by Mr R. Howie, of Kiwitahi. An inquest was opened before Mr F. W. Platts to-day and after evidence of identification by Mr E. Bidois, father of deceased, was adjourned.: [533, 230, 784, 287]
barometer-value: Monday .......... 29.98: [16, 285, 83, 294]
art-heading: ART DEPOT: [375, 457, 421, 466]
dentists-heading: DENTISTS: [378, 125, 418, 134]
table-cell: 5.55: [107, 579, 121, 588]
table-cell: 10.50: [204, 747, 221, 755]
item-heading: Exports of Meat: [1272, 457, 1331, 466]
memoriam-notice: ROBINSON.—In loving memory of our dear father, John Henry, who departed this life February 13, 1932. Ever remembered. —Inserted by his loving daughter Coralie, and sons Clyde and Athol.: [12, 183, 263, 211]
spoil-sub: SPOIL FOR SPORTS GROUND: [1729, 654, 1854, 664]
table-cell: 20 New Moon: [17, 618, 60, 627]
mcnab-text: BRIDGE AND GREY STREETS, HAMILTON. Phone 4948. Phone 4948. NEW STOCK OF MEMORIALS. Designs on Application.: [539, 575, 779, 591]
table-header-cell: Sunset p.m.: [186, 510, 221, 518]
item-heading: An Early Queue in Hamilton: [1272, 84, 1376, 93]
driver-sub: DRIVER'S HEAD INJURIES: [1530, 908, 1638, 918]
mcnab-name: MCNAB & MASON,: [600, 561, 717, 574]
item-text: The longest theatre queue ever seen in Hamilton formed outside the box office for the Russian Ballet season this morning. People arrived before 6 a.m.: [1272, 95, 1476, 123]
scrimshaw-ad: [533, 486, 784, 541]
corselette-ad: [272, 400, 523, 448]
death-notice: ROBSON.—On February 12, 1939, at Ongarue (accidentally killed), Lydia, beloved wife of the late Selby Robson, of 14 Devon Road, Frankton Junction; aged 59 years. Funeral will leave Scrimshaw's chapel, Hood Street, Hamilton, to-morrow (Tuesday), at 2 p.m., for the Hamilton East Cemetery.: [12, 125, 263, 163]
item-text: Burglars entered the grocery store of Pennys, Limited, in Broad Street, Stratford, on Saturday morning and removed the safe weighing 200lb. It contained £38 in money besides cheque and papers.: [1272, 139, 1476, 176]
launch-heading: LAUNCH IN A STORM: [1523, 87, 1645, 100]
import-heading: IMPORT RESTRICTION ORDER?: [928, 575, 1130, 589]
table-row: [16, 726, 259, 736]
barometer-label: Barometer: [117, 274, 157, 283]
